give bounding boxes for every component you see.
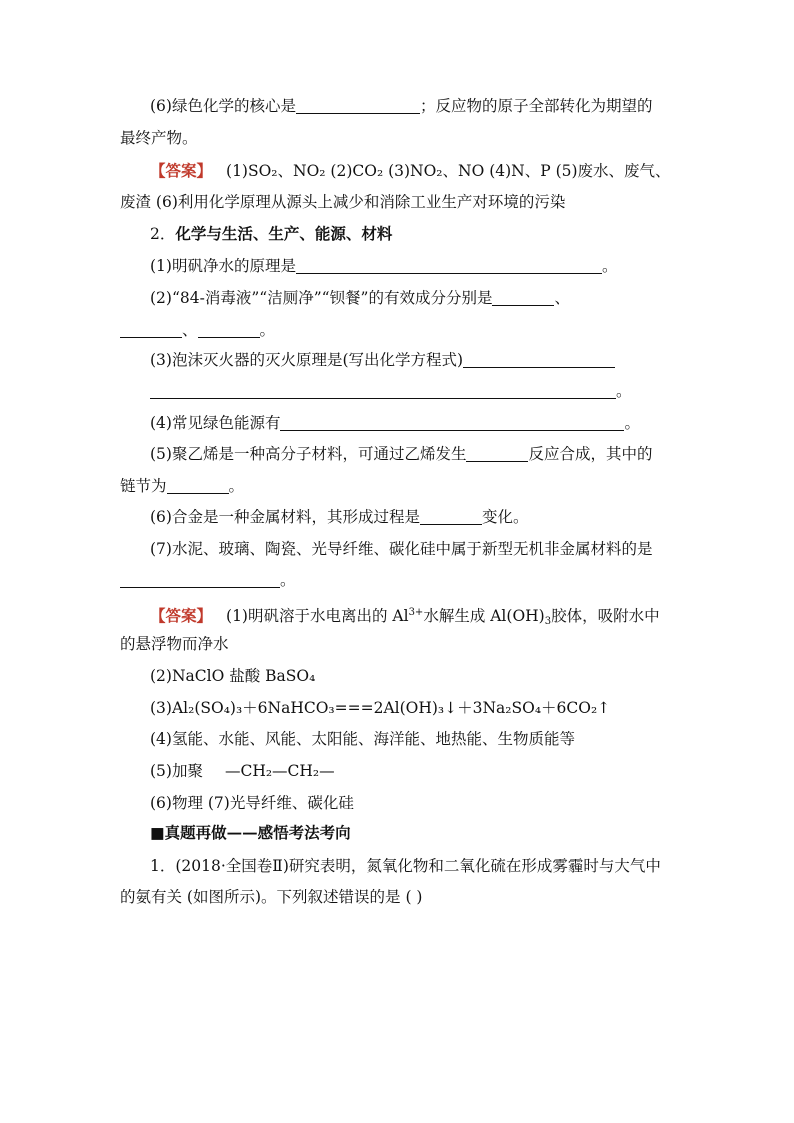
answer-blank <box>120 321 182 338</box>
answer-blank <box>280 414 624 431</box>
punct: 、 <box>554 289 570 307</box>
q7-line1 <box>150 539 652 559</box>
answer-blank <box>466 445 528 462</box>
answer1-text-2: 废渣 (6)利用化学原理从源头上减少和消除工业生产对环境的污染 <box>120 193 566 211</box>
answer2-line7 <box>150 793 354 813</box>
answer2-item-5: (5)加聚 <box>150 762 203 780</box>
superscript: 3+ <box>408 607 424 618</box>
answer-blank <box>150 382 616 399</box>
punct: 、 <box>182 321 198 339</box>
q6-green-text-2: ；反应物的原子全部转化为期望的 <box>419 97 653 115</box>
answer2-line4 <box>150 698 610 718</box>
punct: 。 <box>259 321 276 339</box>
answer1-text: (1)SO₂、NO₂ (2)CO₂ (3)NO₂、NO (4)N、P (5)废水、废气、 <box>226 162 671 180</box>
square-bullet-icon: ■ <box>150 824 165 842</box>
answer2-line1 <box>150 603 660 632</box>
answer-label: 【答案】 <box>150 161 213 180</box>
answer-blank <box>120 571 280 588</box>
q1-line <box>150 256 617 276</box>
punct: 。 <box>228 477 245 495</box>
punct: 。 <box>616 382 632 400</box>
answer-blank <box>463 351 615 368</box>
answer2-item-6: (6)物理 (7)光导纤维、碳化硅 <box>150 794 354 812</box>
q4-line <box>150 413 640 433</box>
question1-text: 1．(2018·全国卷Ⅱ)研究表明，氮氧化物和二氧化硫在形成雾霾时与大气中 <box>150 857 661 875</box>
answer-blank <box>420 508 482 525</box>
q7-line2 <box>120 570 296 590</box>
q6-text: (6)合金是一种金属材料，其形成过程是 <box>150 508 420 526</box>
answer2-line2 <box>120 634 229 654</box>
question1-line2 <box>120 887 422 907</box>
q2-line1 <box>150 288 570 308</box>
subscript: 3 <box>544 616 552 627</box>
answer2-text-4: 的悬浮物而净水 <box>120 635 229 653</box>
q5-text-3: 链节为 <box>120 477 167 495</box>
q6-line <box>150 507 528 527</box>
polymer-chain-unit: —CH₂—CH₂— <box>224 762 335 780</box>
section-number: 2． <box>150 225 176 243</box>
q6-green-line1 <box>150 96 652 116</box>
punct: 。 <box>601 257 618 275</box>
q4-text: (4)常见绿色能源有 <box>150 414 281 432</box>
answer2-text-3: 胶体，吸附水中 <box>551 607 660 625</box>
q6-green-text-3: 最终产物。 <box>120 129 198 147</box>
q2-text: (2)“84-消毒液”“洁厕净”“钡餐”的有效成分分别是 <box>150 289 493 307</box>
answer2-item-4: (4)氢能、水能、风能、太阳能、海洋能、地热能、生物质能等 <box>150 730 575 748</box>
answer-blank <box>167 477 229 494</box>
question1-line1 <box>150 856 661 876</box>
q5-line2 <box>120 476 244 496</box>
answer2-line6 <box>150 761 335 781</box>
answer2-item-2: (2)NaClO 盐酸 BaSO₄ <box>150 667 316 685</box>
q5-text: (5)聚乙烯是一种高分子材料，可通过乙烯发生 <box>150 445 467 463</box>
answer2-line5 <box>150 729 575 749</box>
section2-heading <box>150 224 392 244</box>
q6-text-2: 变化。 <box>481 508 529 526</box>
q5-text-2: 反应合成，其中的 <box>528 445 653 463</box>
q1-text: (1)明矾净水的原理是 <box>150 257 296 275</box>
q7-text: (7)水泥、玻璃、陶瓷、光导纤维、碳化硅中属于新型无机非金属材料的是 <box>150 540 653 558</box>
answer2-text-2: 水解生成 Al(OH) <box>423 607 545 625</box>
punct: 。 <box>280 571 296 589</box>
answer1-line1 <box>150 161 671 181</box>
answer2-line3 <box>150 666 315 686</box>
q6-green-line2 <box>120 128 198 148</box>
answer-label: 【答案】 <box>150 606 213 625</box>
answer2-text: (1)明矾溶于水电离出的 Al <box>226 607 409 625</box>
question1-text-2: 的氨有关 (如图所示)。下列叙述错误的是 ( ) <box>120 888 423 906</box>
q5-line1 <box>150 444 652 464</box>
answer-blank <box>198 321 260 338</box>
q3-line2 <box>150 381 632 401</box>
answer-blank <box>296 257 602 274</box>
q3-line1 <box>150 350 615 370</box>
q6-green-text: (6)绿色化学的核心是 <box>150 97 296 115</box>
answer2-item-3: (3)Al₂(SO₄)₃＋6NaHCO₃===2Al(OH)₃↓＋3Na₂SO₄＋6CO₂↑ <box>150 699 611 717</box>
section-real-heading <box>150 823 351 843</box>
q2-line2 <box>120 320 275 340</box>
answer-blank <box>296 97 420 114</box>
section-title: 化学与生活、生产、能源、材料 <box>175 224 393 243</box>
punct: 。 <box>624 414 640 432</box>
section-title: 真题再做——感悟考法考向 <box>164 823 351 842</box>
answer-blank <box>492 289 554 306</box>
q3-text: (3)泡沫灭火器的灭火原理是(写出化学方程式) <box>150 351 464 369</box>
answer1-line2 <box>120 192 565 212</box>
